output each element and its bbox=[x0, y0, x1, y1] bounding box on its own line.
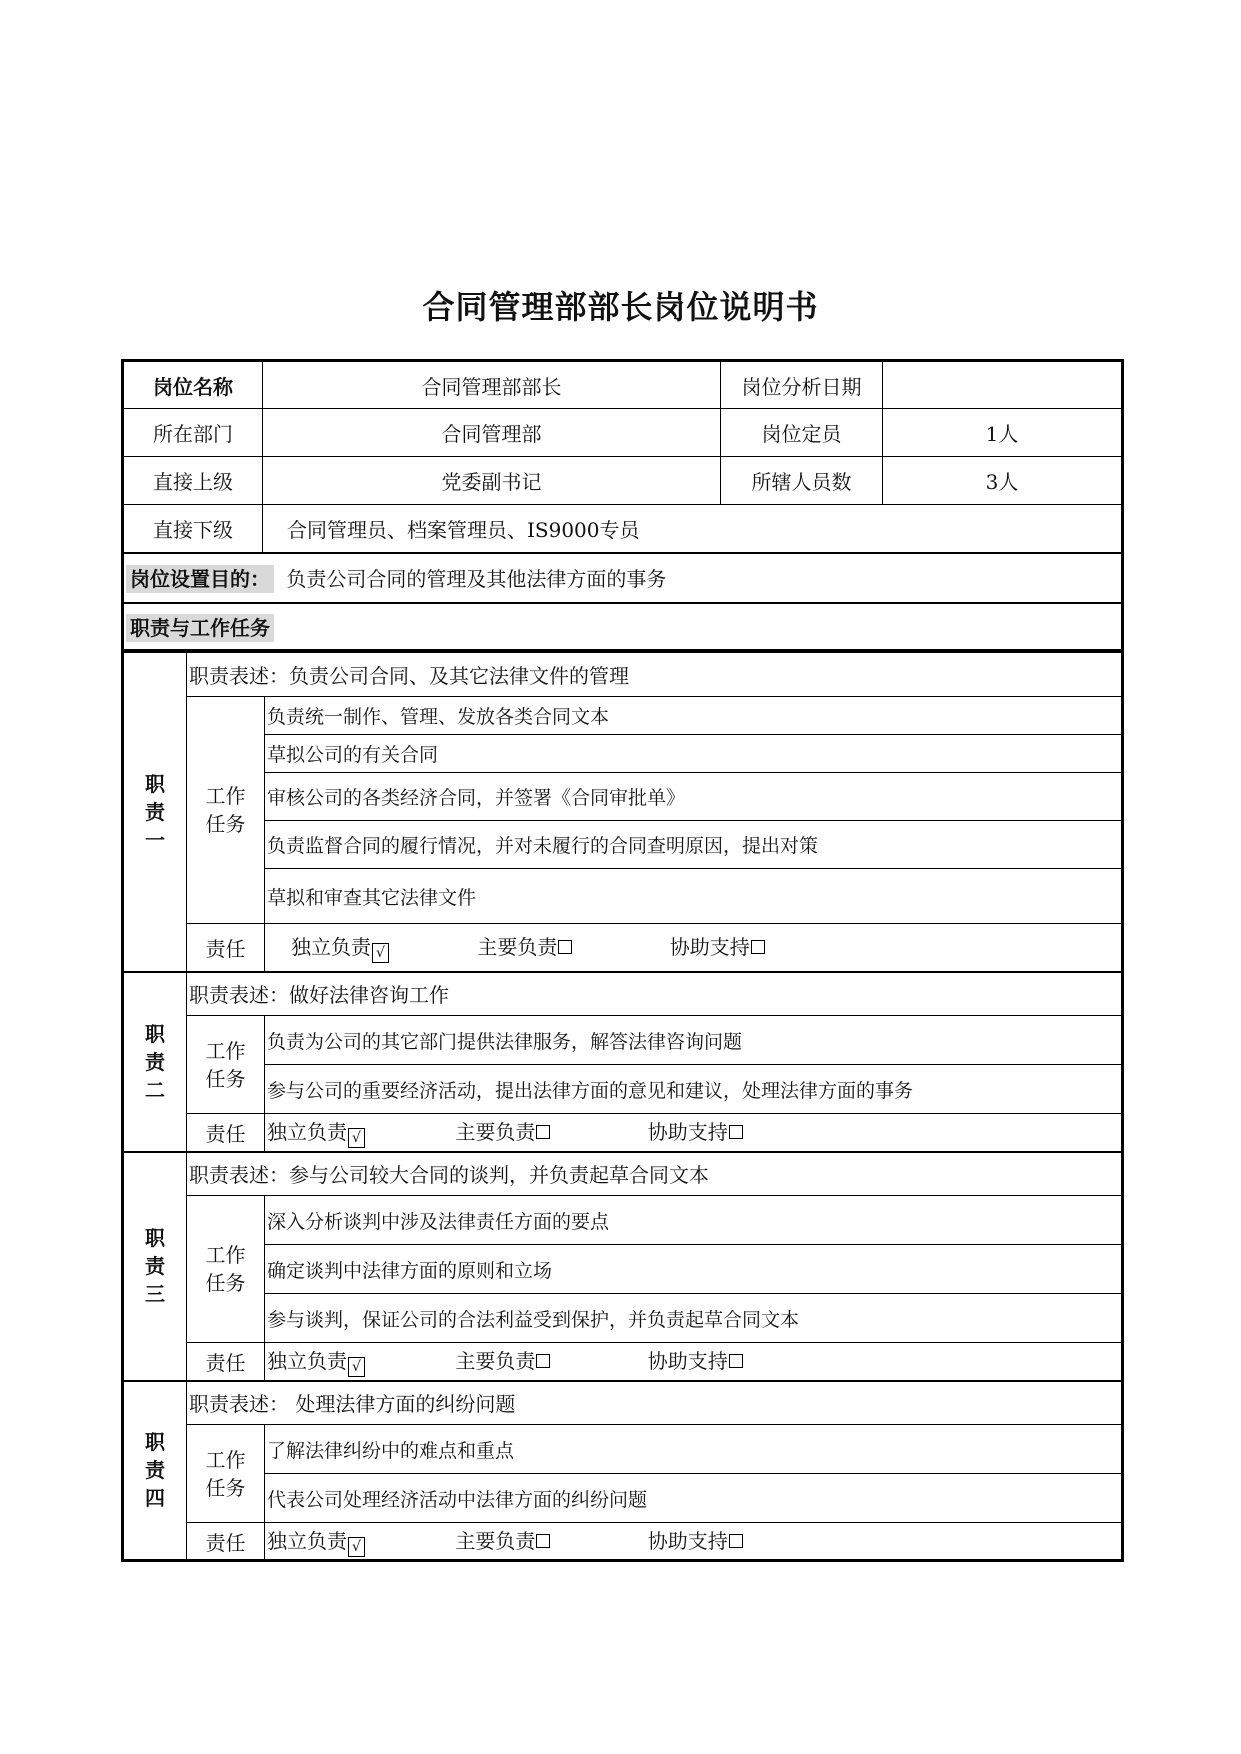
duty-1-task-2: 草拟公司的有关合同 bbox=[265, 735, 1123, 773]
row-supervisor bbox=[123, 457, 1123, 505]
independent-option: 独立负责 √ bbox=[267, 1116, 449, 1148]
duty-4-task-2: 代表公司处理经济活动中法律方面的纠纷问题 bbox=[265, 1474, 1123, 1523]
position-name-value: 合同管理部部长 bbox=[263, 361, 721, 409]
subordinates-value: 合同管理员、档案管理员、IS9000专员 bbox=[263, 505, 1123, 553]
row-position-name bbox=[123, 361, 1123, 409]
row-purpose bbox=[123, 553, 1123, 603]
row-subordinates bbox=[123, 505, 1123, 553]
duty-2-description: 职责表述：做好法律咨询工作 bbox=[187, 972, 1123, 1016]
duty-3-responsibility-label: 责任 bbox=[187, 1343, 265, 1381]
duty-2-responsibility-options bbox=[265, 1114, 1123, 1152]
duty-2-task-2: 参与公司的重要经济活动，提出法律方面的意见和建议，处理法律方面的事务 bbox=[265, 1065, 1123, 1114]
duty-3-task-row bbox=[123, 1294, 1123, 1343]
duty-3-description-row bbox=[123, 1152, 1123, 1196]
checked-box-icon: √ bbox=[372, 943, 389, 963]
duty-3-task-3: 参与谈判，保证公司的合法利益受到保护，并负责起草合同文本 bbox=[265, 1294, 1123, 1343]
duty-2-tasks-label: 工作 任务 bbox=[187, 1016, 265, 1114]
duty-2-task-1: 负责为公司的其它部门提供法律服务，解答法律咨询问题 bbox=[265, 1016, 1123, 1065]
duty-1-task-row bbox=[123, 735, 1123, 773]
purpose-text: 负责公司合同的管理及其他法律方面的事务 bbox=[286, 567, 667, 591]
assist-option: 协助支持 bbox=[648, 1525, 743, 1554]
duty-1-tasks-label: 工作 任务 bbox=[187, 697, 265, 924]
duty-4-task-row bbox=[123, 1474, 1123, 1523]
position-name-label: 岗位名称 bbox=[123, 361, 263, 409]
main-option: 主要负责 bbox=[455, 1116, 641, 1145]
duty-3-label: 职 责 三 bbox=[123, 1152, 187, 1381]
empty-checkbox-icon bbox=[536, 1354, 550, 1368]
duty-4-tasks-label: 工作 任务 bbox=[187, 1425, 265, 1523]
duty-2-responsibility-row bbox=[123, 1114, 1123, 1152]
assist-option: 协助支持 bbox=[648, 1345, 743, 1374]
empty-checkbox-icon bbox=[536, 1534, 550, 1548]
duty-3-task-2: 确定谈判中法律方面的原则和立场 bbox=[265, 1245, 1123, 1294]
main-option: 主要负责 bbox=[477, 931, 663, 960]
document-title: 合同管理部部长岗位说明书 bbox=[422, 288, 819, 326]
analysis-date-value bbox=[883, 361, 1123, 409]
duty-1-task-3: 审核公司的各类经济合同，并签署《合同审批单》 bbox=[265, 773, 1123, 821]
duty-4-task-row bbox=[123, 1425, 1123, 1474]
supervisor-value: 党委副书记 bbox=[263, 457, 721, 505]
independent-option: 独立负责 √ bbox=[267, 1345, 449, 1377]
purpose-label: 岗位设置目的： bbox=[126, 565, 274, 593]
duty-3-description: 职责表述：参与公司较大合同的谈判，并负责起草合同文本 bbox=[187, 1152, 1123, 1196]
empty-checkbox-icon bbox=[729, 1125, 743, 1139]
duty-4-label: 职 责 四 bbox=[123, 1381, 187, 1561]
independent-option: 独立负责 √ bbox=[291, 931, 471, 963]
duty-1-task-4: 负责监督合同的履行情况，并对未履行的合同查明原因，提出对策 bbox=[265, 821, 1123, 869]
duty-2-task-row bbox=[123, 1016, 1123, 1065]
duty-1-task-row bbox=[123, 821, 1123, 869]
duty-1-responsibility-label: 责任 bbox=[187, 924, 265, 972]
empty-checkbox-icon bbox=[536, 1125, 550, 1139]
duty-4-task-1: 了解法律纠纷中的难点和重点 bbox=[265, 1425, 1123, 1474]
job-description-table bbox=[121, 359, 1121, 1562]
duty-2-description-row bbox=[123, 972, 1123, 1016]
main-option: 主要负责 bbox=[455, 1345, 641, 1374]
empty-checkbox-icon bbox=[729, 1354, 743, 1368]
assist-option: 协助支持 bbox=[648, 1116, 743, 1145]
duty-3-responsibility-options bbox=[265, 1343, 1123, 1381]
empty-checkbox-icon bbox=[729, 1534, 743, 1548]
duty-2-task-row bbox=[123, 1065, 1123, 1114]
empty-checkbox-icon bbox=[751, 940, 765, 954]
assist-option: 协助支持 bbox=[670, 931, 765, 960]
duty-2-responsibility-label: 责任 bbox=[187, 1114, 265, 1152]
duty-3-task-row bbox=[123, 1245, 1123, 1294]
duty-1-description: 职责表述：负责公司合同、及其它法律文件的管理 bbox=[187, 653, 1123, 697]
duty-4-responsibility-row bbox=[123, 1523, 1123, 1561]
duty-1-label: 职 责 一 bbox=[123, 653, 187, 972]
duty-2-label: 职 责 二 bbox=[123, 972, 187, 1152]
headcount-label: 岗位定员 bbox=[721, 409, 883, 457]
subordinates-count-label: 所辖人员数 bbox=[721, 457, 883, 505]
duty-1-responsibility-row bbox=[123, 924, 1123, 972]
duty-1-responsibility-options bbox=[265, 924, 1123, 972]
duty-4-description: 职责表述： 处理法律方面的纠纷问题 bbox=[187, 1381, 1123, 1425]
row-duties-heading bbox=[123, 603, 1123, 651]
headcount-value: 1人 bbox=[883, 409, 1123, 457]
duty-3-task-row bbox=[123, 1196, 1123, 1245]
duty-4-description-row bbox=[123, 1381, 1123, 1425]
duty-3-tasks-label: 工作 任务 bbox=[187, 1196, 265, 1343]
subordinates-label: 直接下级 bbox=[123, 505, 263, 553]
duty-3-task-1: 深入分析谈判中涉及法律责任方面的要点 bbox=[265, 1196, 1123, 1245]
duty-1-task-1: 负责统一制作、管理、发放各类合同文本 bbox=[265, 697, 1123, 735]
duties-table bbox=[121, 652, 1124, 1562]
empty-checkbox-icon bbox=[558, 940, 572, 954]
department-value: 合同管理部 bbox=[263, 409, 721, 457]
duty-3-responsibility-row bbox=[123, 1343, 1123, 1381]
subordinates-count-value: 3人 bbox=[883, 457, 1123, 505]
duty-1-task-row bbox=[123, 697, 1123, 735]
header-table bbox=[121, 359, 1124, 652]
row-department bbox=[123, 409, 1123, 457]
duty-4-responsibility-label: 责任 bbox=[187, 1523, 265, 1561]
duty-1-task-row bbox=[123, 869, 1123, 924]
duty-1-task-5: 草拟和审查其它法律文件 bbox=[265, 869, 1123, 924]
analysis-date-label: 岗位分析日期 bbox=[721, 361, 883, 409]
duties-heading-cell bbox=[123, 603, 1123, 651]
department-label: 所在部门 bbox=[123, 409, 263, 457]
checked-box-icon: √ bbox=[348, 1128, 365, 1148]
checked-box-icon: √ bbox=[348, 1537, 365, 1557]
checked-box-icon: √ bbox=[348, 1357, 365, 1377]
duty-1-task-row bbox=[123, 773, 1123, 821]
purpose-cell bbox=[123, 553, 1123, 603]
independent-option: 独立负责 √ bbox=[267, 1525, 449, 1557]
duty-4-responsibility-options bbox=[265, 1523, 1123, 1561]
duty-1-description-row bbox=[123, 653, 1123, 697]
supervisor-label: 直接上级 bbox=[123, 457, 263, 505]
main-option: 主要负责 bbox=[455, 1525, 641, 1554]
duties-heading: 职责与工作任务 bbox=[126, 614, 274, 642]
